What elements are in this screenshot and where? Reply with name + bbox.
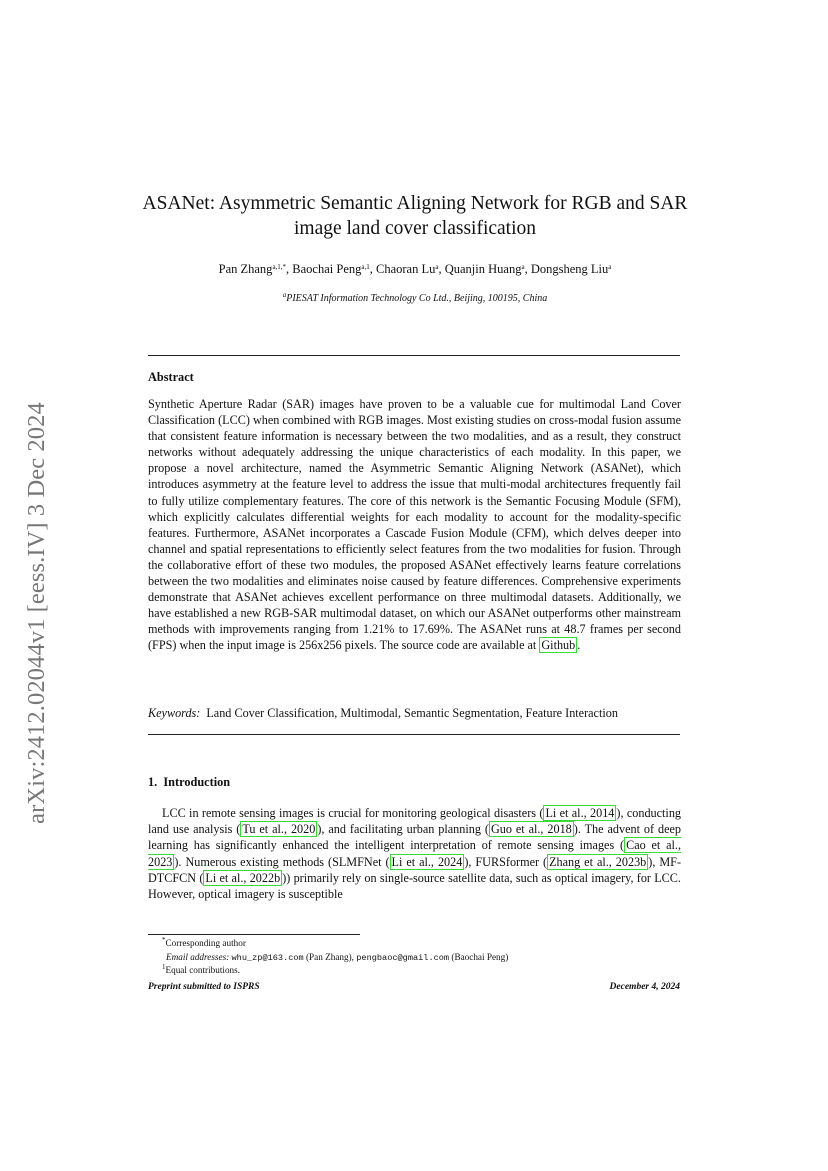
footnote-rule (148, 934, 360, 935)
intro-paragraph (148, 805, 681, 902)
section-title: Introduction (163, 775, 231, 789)
author-name: Baochai Peng (292, 262, 362, 276)
citation-link[interactable]: Li et al., 2014 (545, 806, 615, 820)
keywords (148, 706, 681, 721)
intro-text: )) primarily rely on single-source satellite data, such as optical imagery, for LCC. However, optical imagery is susceptible (148, 870, 681, 902)
github-link[interactable]: Github (541, 638, 576, 653)
author-name: Chaoran Lu (376, 262, 436, 276)
email-owner: (Baochai Peng) (451, 952, 509, 962)
citation-link[interactable]: Cao et al., 2023 (148, 838, 681, 869)
intro-text: LCC in remote sensing images is crucial for monitoring geological disasters ( (162, 806, 544, 820)
footnote-emails (148, 952, 699, 963)
email-owner: (Pan Zhang), (306, 952, 354, 962)
intro-text: ). Numerous existing methods (SLMFNet ( (174, 854, 390, 869)
footnote-equal (148, 965, 695, 975)
abstract-end: . (577, 638, 581, 653)
keywords-text: Land Cover Classification, Multimodal, Semantic Segmentation, Feature Interaction (206, 706, 618, 720)
citation-link[interactable]: Zhang et al., 2023b (549, 854, 647, 869)
author-sup: a,1 (361, 263, 370, 271)
arxiv-stamp-text: arXiv:2412.02044v1 [eess.IV] 3 Dec 2024 (23, 401, 51, 824)
intro-text: ), and facilitating urban planning ( (317, 822, 489, 837)
abstract-top-rule (148, 355, 680, 356)
abstract-bottom-rule (148, 734, 680, 735)
intro-text: ), FURSformer ( (464, 854, 548, 869)
citation-link[interactable]: Guo et al., 2018 (490, 822, 572, 837)
footer-date: December 4, 2024 (609, 982, 680, 992)
email-link[interactable]: pengbaoc@gmail.com (356, 953, 450, 963)
preprint-note: Preprint submitted to ISPRS (148, 982, 260, 992)
footnote-text: Equal contributions. (165, 965, 241, 975)
abstract-body (148, 396, 681, 654)
section-number: 1. (148, 775, 158, 789)
affiliation-sup: a (282, 291, 287, 299)
keywords-label: Keywords: (148, 706, 201, 720)
author-name: Pan Zhang (218, 262, 273, 276)
arxiv-stamp (14, 365, 60, 860)
paper-title: ASANet: Asymmetric Semantic Aligning Network for RGB and SAR image land cover classification (142, 193, 688, 239)
email-label: Email addresses: (166, 952, 230, 962)
footnote-sup: 1 (162, 963, 166, 971)
author-sup: a (435, 263, 439, 271)
footnote-corresponding (148, 938, 695, 948)
footnote-text: Corresponding author (165, 938, 246, 948)
citation-link[interactable]: Li et al., 2024 (391, 854, 463, 869)
author-sup: a,1,* (272, 263, 287, 271)
author-name: Dongsheng Liu (530, 262, 609, 276)
author-name: Quanjin Huang (444, 262, 522, 276)
abstract-text: Synthetic Aperture Radar (SAR) images have proven to be a valuable cue for multimodal Land Cover Classification (LCC) when combined with RGB images. Most existing studies on cross-modal fusion assume that consistent feature information is necessary between the two modalities, and as a result, they construct networks without adequately addressing the unique characteristics of each modality. In this paper, we propose a novel architecture, named the Asymmetric Semantic Aligning Network (ASANet), which introduces asymmetry at the feature level to address the issue that multi-modal architectures frequently fail to fully utilize complementary features. The core of this network is the Semantic Focusing Module (SFM), which explicitly calculates differential weights for each modality to account for the modality-specific features. Furthermore, ASANet incorporates a Cascade Fusion Module (CFM), which delves deeper into channel and spatial representations to efficiently select features from the two modalities for fusion. Through the collaborative effort of these two modules, the proposed ASANet effectively learns feature correlations between the two modalities and eliminates noise caused by feature differences. Comprehensive experiments demonstrate that ASANet achieves excellent performance on three multimodal datasets. Additionally, we have established a new RGB-SAR multimodal dataset, on which our ASANet outperforms other mainstream methods with improvements ranging from 1.21% to 17.69%. The ASANet runs at 48.7 frames per second (FPS) when the input image is 256x256 pixels. The source code are available at (148, 397, 681, 653)
abstract-heading: Abstract (148, 370, 194, 384)
author-sup: a (608, 263, 612, 271)
email-link[interactable]: whu_zp@163.com (231, 953, 304, 963)
affiliation (120, 293, 710, 304)
section-heading (148, 775, 230, 790)
citation-link[interactable]: Li et al., 2022b (205, 870, 281, 885)
citation-link[interactable]: Tu et al., 2020 (242, 822, 316, 837)
affiliation-text: PIESAT Information Technology Co Ltd., Beijing, 100195, China (286, 293, 548, 304)
intro-text: ), MF-DTCFCN ( (148, 854, 682, 885)
author-list: Pan Zhang$^{a,1,*}$, Baochai Peng$^{a,1}$, Chaoran Lu$^a$, Quanjin Huang$^a$, Dongsheng Liu$^a$ (218, 262, 612, 276)
intro-text: ). The advent of deep learning has significantly enhanced the intelligent interpretation of remote sensing images ( (148, 822, 681, 853)
intro-text: ), conducting land use analysis ( (148, 806, 682, 837)
footnote-sup: * (162, 936, 166, 944)
author-sup: a (521, 263, 525, 271)
